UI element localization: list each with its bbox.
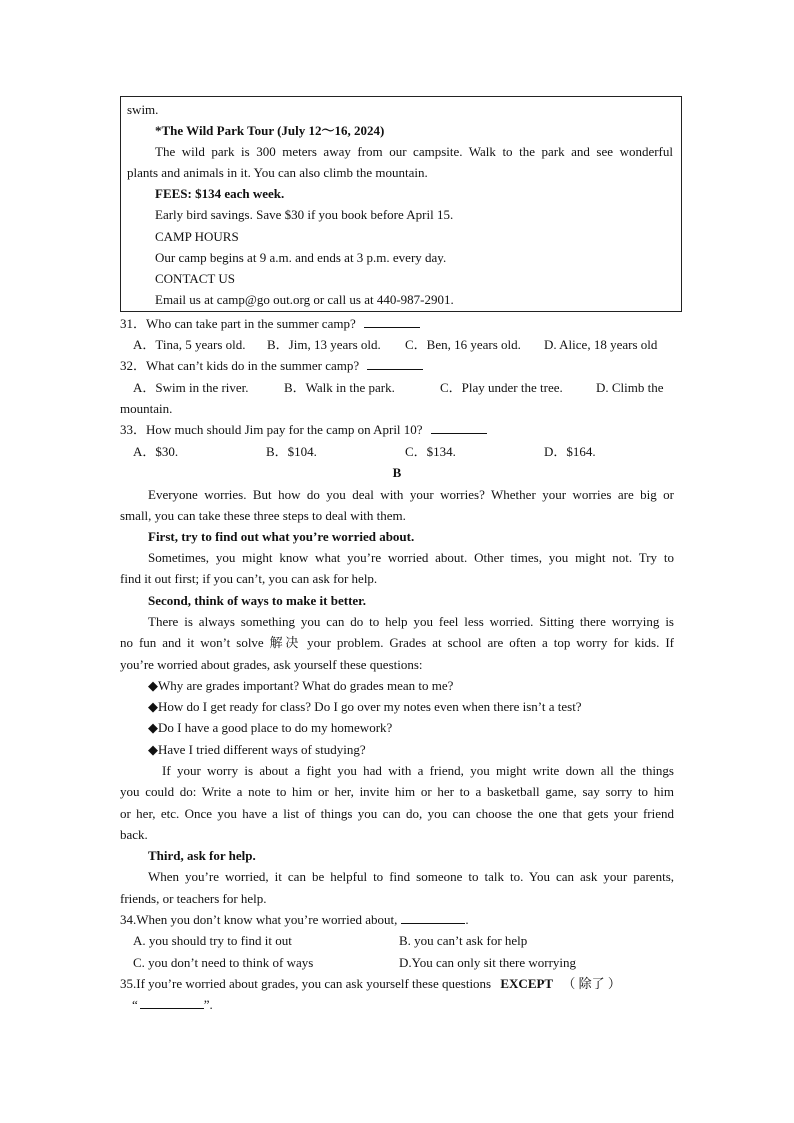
box-line-swim: swim.	[127, 102, 159, 117]
answer-blank-31[interactable]	[364, 314, 420, 328]
passage-p1-line-1: Everyone worries. But how do you deal with your worries? Whether your worries are big or	[148, 487, 674, 502]
q32-option-a[interactable]: A．Swim in the river.	[133, 380, 249, 395]
question-33-stem: 33．How much should Jim pay for the camp on April 10?	[120, 422, 423, 437]
question-35-paren: （ 除了 ）	[562, 976, 621, 991]
bullet-question-1: ◆Why are grades important? What do grades mean to me?	[148, 678, 454, 693]
passage-p3-line-1: There is always something you can do to help you feel less worried. Sitting there worrying is	[148, 614, 674, 629]
question-32-stem: 32．What can’t kids do in the summer camp?	[120, 358, 360, 373]
passage-p5-line-2: friends, or teachers for help.	[120, 891, 267, 906]
early-bird-line: Early bird savings. Save $30 if you book before April 15.	[155, 207, 454, 222]
bullet-question-2: ◆How do I get ready for class? Do I go over my notes even when there isn’t a test?	[148, 699, 582, 714]
q32-option-c[interactable]: C．Play under the tree.	[440, 380, 563, 395]
camp-hours-heading: CAMP HOURS	[155, 229, 239, 244]
question-34-stem-end: .	[465, 912, 469, 927]
q34-option-d[interactable]: D.You can only sit there worrying	[399, 955, 577, 970]
q34-option-a[interactable]: A. you should try to find it out	[133, 933, 292, 948]
q33-option-b[interactable]: B．$104.	[266, 444, 317, 459]
passage-p4-line-4: back.	[120, 827, 148, 842]
q34-option-b[interactable]: B. you can’t ask for help	[399, 933, 528, 948]
contact-heading: CONTACT US	[155, 271, 235, 286]
question-35-except: EXCEPT	[500, 976, 554, 991]
question-34	[120, 909, 469, 930]
answer-blank-32[interactable]	[367, 356, 423, 370]
answer-blank-35[interactable]	[140, 995, 204, 1009]
wild-park-tour-title: *The Wild Park Tour (July 12～16, 2024)	[155, 123, 385, 138]
bullet-question-3: ◆Do I have a good place to do my homework?	[148, 720, 393, 735]
passage-p3-line-2: no fun and it won’t solve 解决 your problem. Grades at school are often a top worry for kids. If	[120, 635, 674, 650]
question-32	[120, 355, 423, 376]
passage-p2-line-1: Sometimes, you might know what you’re worried about. Other times, you might not. Try to	[148, 550, 674, 565]
question-35	[120, 973, 674, 994]
q31-option-c[interactable]: C．Ben, 16 years old.	[405, 337, 521, 352]
question-34-stem: 34.When you don’t know what you’re worried about,	[120, 912, 398, 927]
question-35-stem: 35.If you’re worried about grades, you can ask yourself these questions	[120, 976, 492, 991]
question-35-open-quote: “	[132, 997, 138, 1012]
q32-option-d[interactable]: D. Climb the	[596, 380, 664, 395]
section-b-heading: B	[392, 465, 402, 480]
passage-p3-line-3: you’re worried about grades, ask yourself these questions:	[120, 657, 423, 672]
passage-p4-line-2: you could do: Write a note to him or her, invite him or her to a basketball game, say sorry to him	[120, 784, 674, 799]
answer-blank-34[interactable]	[401, 910, 465, 924]
q34-option-c[interactable]: C. you don’t need to think of ways	[133, 955, 314, 970]
passage-p1-line-2: small, you can take these three steps to deal with them.	[120, 508, 406, 523]
camp-hours-line: Our camp begins at 9 a.m. and ends at 3 p.m. every day.	[155, 250, 447, 265]
passage-p4-line-3: or her, etc. Once you have a list of things you can do, you can choose the one that gets your friend	[120, 806, 674, 821]
step-two-heading: Second, think of ways to make it better.	[148, 593, 366, 608]
q33-option-a[interactable]: A．$30.	[133, 444, 179, 459]
q32-option-d-wrap: mountain.	[120, 401, 173, 416]
q33-option-c[interactable]: C．$134.	[405, 444, 456, 459]
question-31	[120, 313, 420, 334]
passage-p4-line-1: If your worry is about a fight you had with a friend, you might write down all the things	[162, 763, 674, 778]
passage-p2-line-2: find it out first; if you can’t, you can ask for help.	[120, 571, 378, 586]
tour-text-line-2: plants and animals in it. You can also climb the mountain.	[127, 165, 428, 180]
step-three-heading: Third, ask for help.	[148, 848, 256, 863]
q32-option-b[interactable]: B．Walk in the park.	[284, 380, 395, 395]
question-31-stem: 31．Who can take part in the summer camp?	[120, 316, 356, 331]
q31-option-b[interactable]: B．Jim, 13 years old.	[267, 337, 381, 352]
tour-text-line-1: The wild park is 300 meters away from our campsite. Walk to the park and see wonderful	[155, 144, 673, 159]
step-one-heading: First, try to find out what you’re worried about.	[148, 529, 415, 544]
fees-line: FEES: $134 each week.	[155, 186, 285, 201]
q31-option-d[interactable]: D. Alice, 18 years old	[544, 337, 658, 352]
answer-blank-33[interactable]	[431, 420, 487, 434]
passage-p5-line-1: When you’re worried, it can be helpful to find someone to talk to. You can ask your parents,	[148, 869, 674, 884]
question-35-close-quote: ”.	[203, 997, 213, 1012]
question-35-blank-line	[132, 994, 213, 1015]
question-33	[120, 419, 487, 440]
contact-line: Email us at camp@go out.org or call us at 440-987-2901.	[155, 292, 454, 307]
q31-option-a[interactable]: A．Tina, 5 years old.	[133, 337, 246, 352]
q33-option-d[interactable]: D．$164.	[544, 444, 596, 459]
bullet-question-4: ◆Have I tried different ways of studying?	[148, 742, 366, 757]
